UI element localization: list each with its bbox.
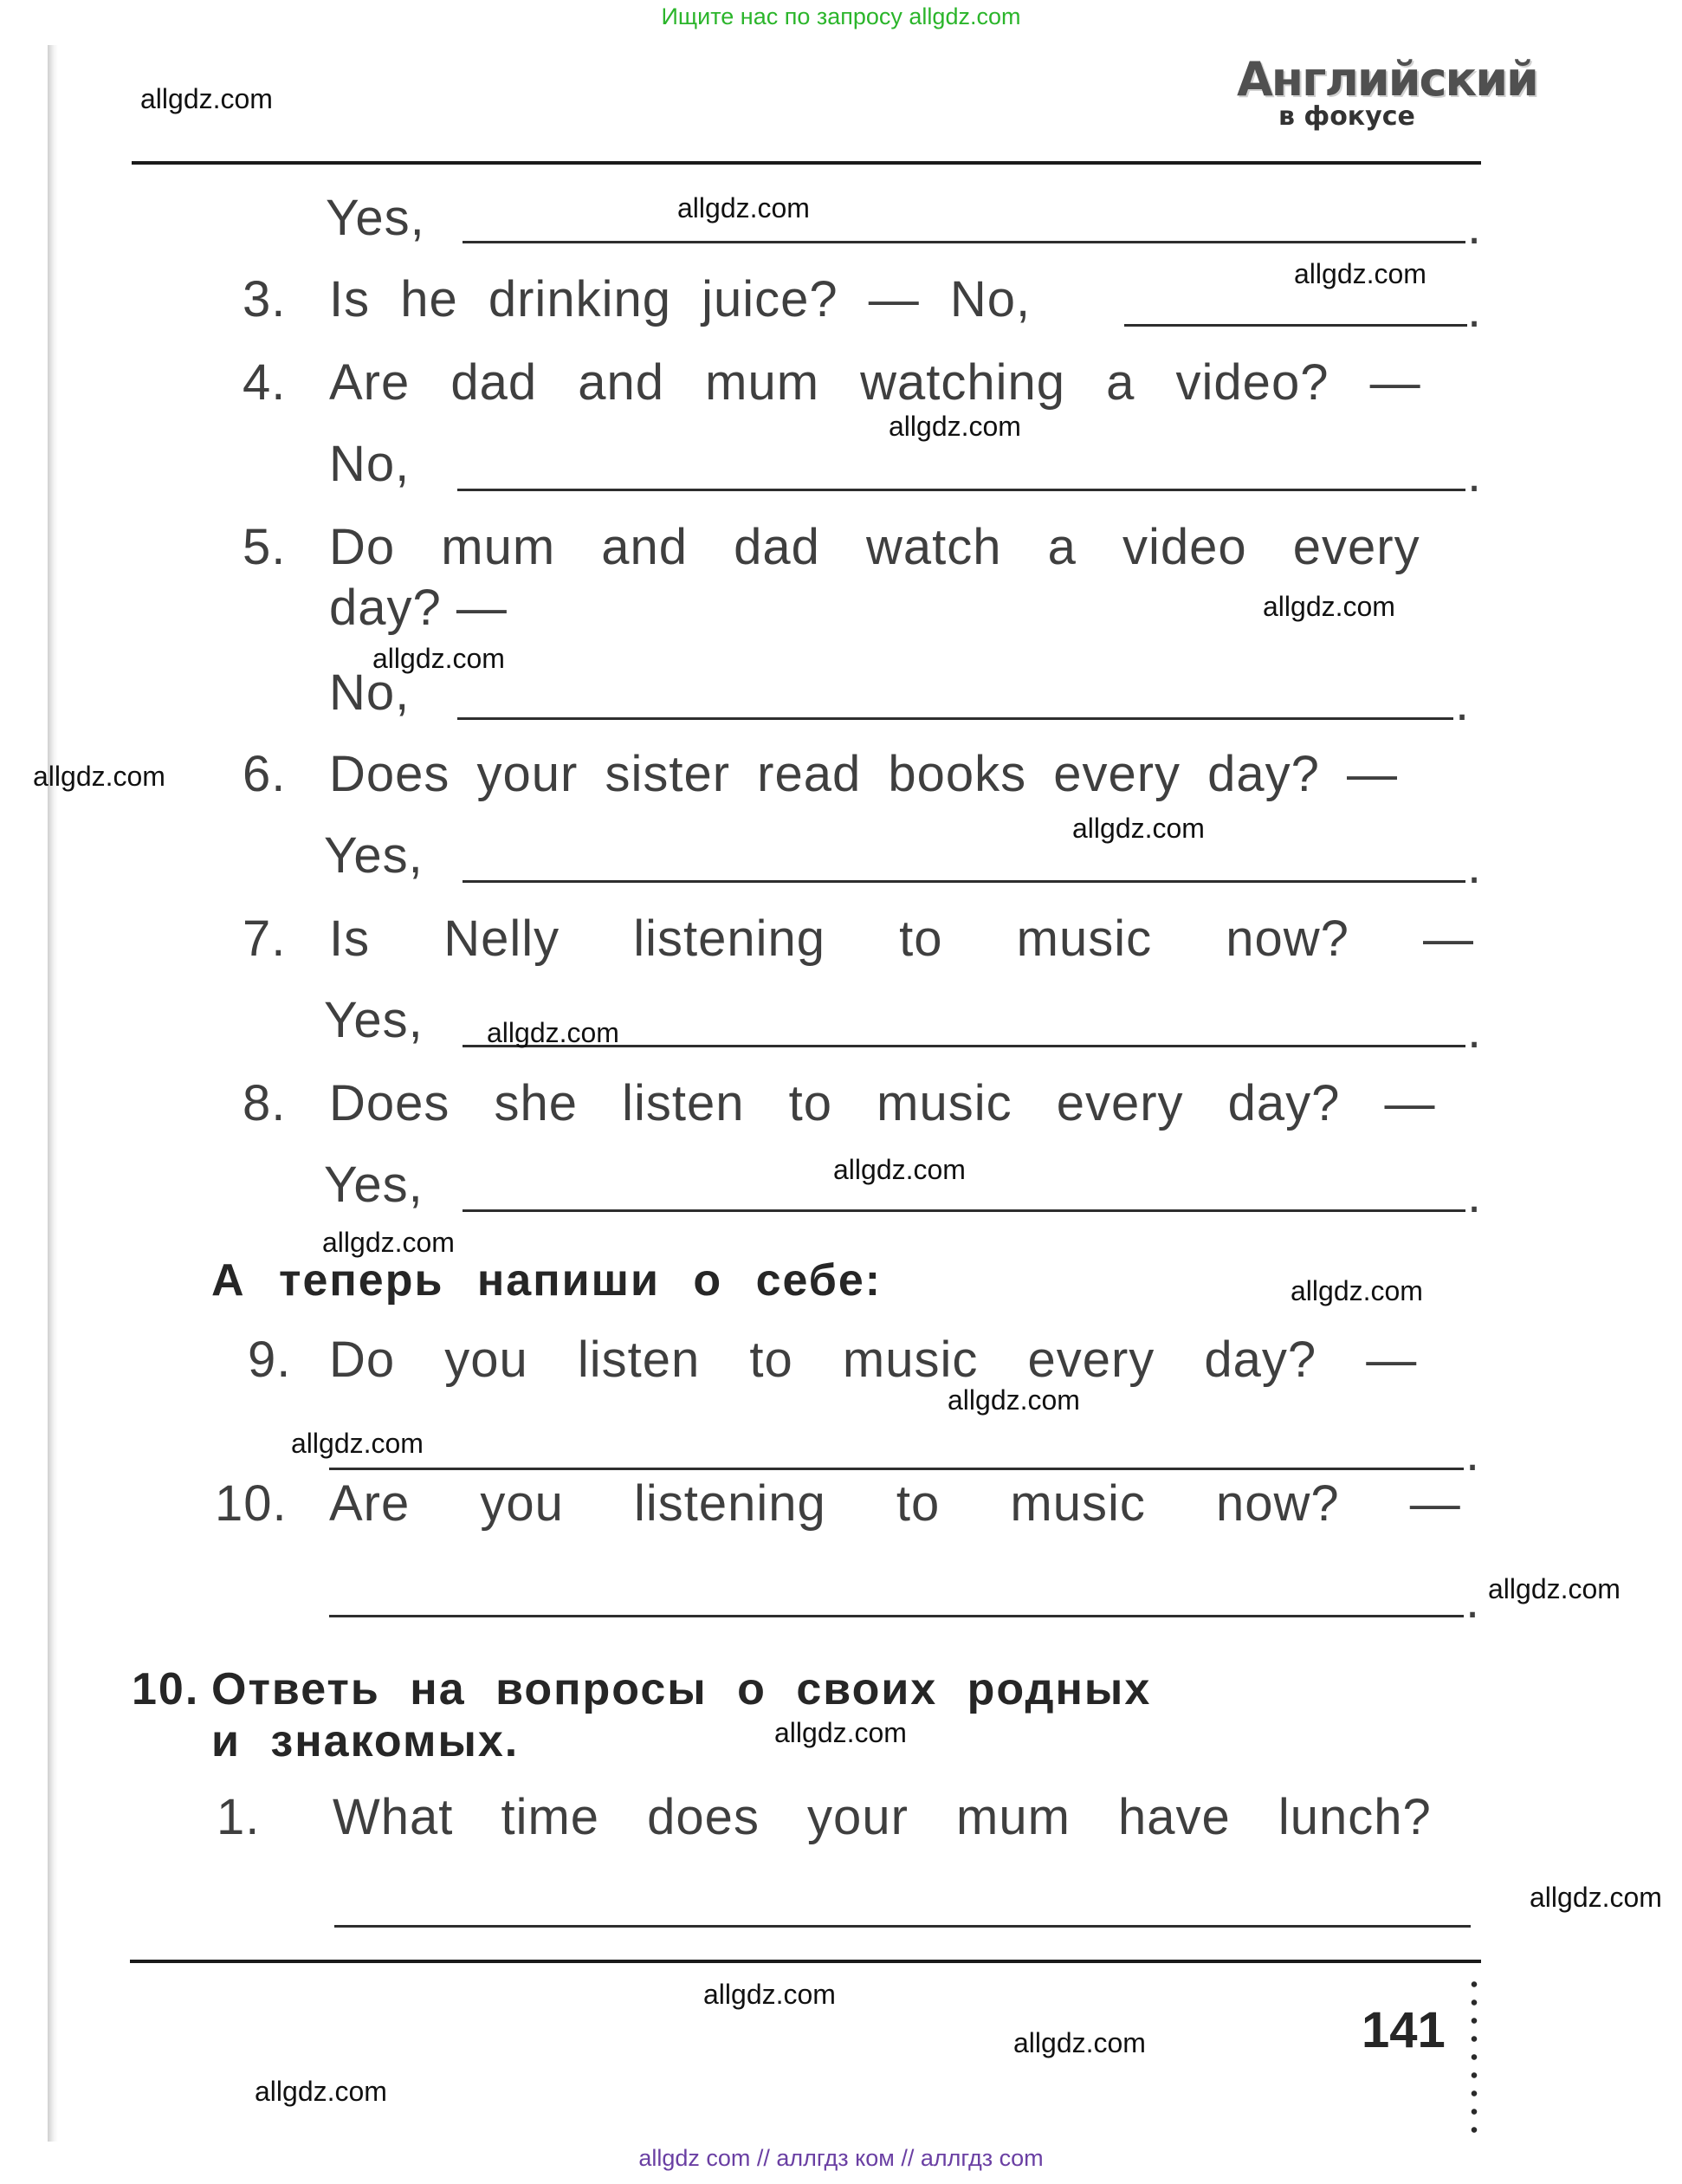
line-end-dot: . <box>1467 446 1482 502</box>
question-text: Do you listen to music every day? — <box>329 1332 1418 1388</box>
item-number: 6. <box>243 746 287 802</box>
watermark-text: allgdz.com <box>1488 1573 1621 1604</box>
watermark-text: allgdz.com <box>1263 591 1395 622</box>
line-end-dot: . <box>1465 1572 1480 1629</box>
logo-title: Английский <box>1237 52 1537 107</box>
question-text: Are dad and mum watching a video? — <box>329 354 1421 411</box>
watermark-text: allgdz.com <box>255 2076 387 2107</box>
line-end-dot: . <box>1465 1425 1480 1481</box>
line-end-dot: . <box>1455 675 1470 731</box>
answer-line[interactable] <box>457 489 1465 491</box>
header-site-label: allgdz.com <box>140 83 273 114</box>
question-item-4 <box>243 353 1421 412</box>
question-item-6 <box>243 745 1398 803</box>
page-number: 141 <box>1362 2002 1446 2058</box>
exercise-title: Ответь на вопросы о своих родных <box>211 1664 1152 1714</box>
footer-links[interactable]: allgdz com // аллгдз ком // аллгдз com <box>638 2145 1044 2171</box>
line-end-dot: . <box>1467 1002 1482 1059</box>
answer-line[interactable] <box>457 717 1453 720</box>
item-number: 9. <box>248 1332 292 1388</box>
header-rule <box>132 161 1481 165</box>
answer-line[interactable] <box>334 1925 1471 1928</box>
watermark-text: allgdz.com <box>889 411 1021 442</box>
question-text-continued: day? — <box>329 580 508 636</box>
line-end-dot: . <box>1467 198 1482 255</box>
watermark-text: allgdz.com <box>1291 1275 1423 1306</box>
watermark-text: allgdz.com <box>948 1384 1080 1416</box>
question-item-7 <box>243 910 1474 968</box>
watermark-text: allgdz.com <box>677 192 810 224</box>
question-item-10 <box>215 1474 1461 1533</box>
top-banner[interactable]: Ищите нас по запросу allgdz.com <box>661 3 1021 29</box>
line-end-dot: . <box>1467 838 1482 894</box>
watermark-text: allgdz.com <box>774 1717 907 1748</box>
line-end-dot: . <box>1467 1167 1482 1223</box>
question-text: Is Nelly listening to music now? — <box>329 911 1474 967</box>
item-number: 7. <box>243 911 287 967</box>
question-text: Are you listening to music now? — <box>329 1475 1461 1532</box>
watermark-text: allgdz.com <box>1294 258 1426 289</box>
question-item-8 <box>243 1074 1436 1132</box>
question-text: Is he drinking juice? — No, <box>329 271 1032 327</box>
exercise-question-1 <box>217 1788 1432 1846</box>
answer-line[interactable] <box>1124 324 1467 327</box>
watermark-text: allgdz.com <box>322 1227 455 1258</box>
answer-line[interactable] <box>463 880 1465 883</box>
line-end-dot: . <box>1467 282 1482 338</box>
answer-prefix: Yes, <box>324 992 424 1048</box>
watermark-text: allgdz.com <box>1530 1882 1662 1913</box>
exercise-number: 10. <box>132 1664 200 1714</box>
series-logo <box>1237 52 1537 142</box>
item-number: 10. <box>215 1475 288 1532</box>
question-item-9 <box>248 1331 1417 1389</box>
item-number: 5. <box>243 519 287 575</box>
question-text: Do mum and dad watch a video every <box>329 519 1420 575</box>
footer-rule <box>130 1960 1481 1963</box>
answer-prefix: Yes, <box>324 827 424 884</box>
answer-prefix: Yes, <box>324 1157 424 1213</box>
section-heading: А теперь напиши о себе: <box>211 1255 883 1306</box>
answer-prefix: No, <box>329 664 411 721</box>
question-item-5 <box>243 518 1420 576</box>
item-number: 8. <box>243 1075 287 1131</box>
watermark-text: allgdz.com <box>703 1979 836 2010</box>
watermark-text: allgdz.com <box>487 1017 619 1048</box>
page-binding-shadow <box>48 45 58 2142</box>
exercise-heading <box>132 1663 1151 1715</box>
answer-line[interactable] <box>463 1209 1465 1212</box>
item-number: 3. <box>243 271 287 327</box>
watermark-text: allgdz.com <box>291 1428 424 1459</box>
watermark-text: allgdz.com <box>833 1154 966 1185</box>
question-text: What time does your mum have lunch? <box>333 1789 1432 1845</box>
answer-line[interactable] <box>329 1468 1464 1470</box>
logo-subtitle: в фокусе <box>1278 101 1415 132</box>
watermark-text: allgdz.com <box>1072 813 1205 844</box>
exercise-title-continued: и знакомых. <box>211 1716 520 1766</box>
question-text: Does your sister read books every day? — <box>329 746 1399 802</box>
watermark-text: allgdz.com <box>372 643 505 674</box>
watermark-text: allgdz.com <box>1013 2027 1146 2058</box>
answer-prefix: Yes, <box>326 190 425 246</box>
answer-prefix: No, <box>329 436 411 492</box>
dotted-cut-line <box>1471 1975 1478 2144</box>
watermark-text: allgdz.com <box>33 761 165 792</box>
item-number: 1. <box>217 1789 261 1845</box>
question-text: Does she listen to music every day? — <box>329 1075 1436 1131</box>
answer-line[interactable] <box>463 241 1465 243</box>
item-number: 4. <box>243 354 287 411</box>
question-item-3 <box>243 270 1031 328</box>
answer-line[interactable] <box>329 1615 1464 1617</box>
